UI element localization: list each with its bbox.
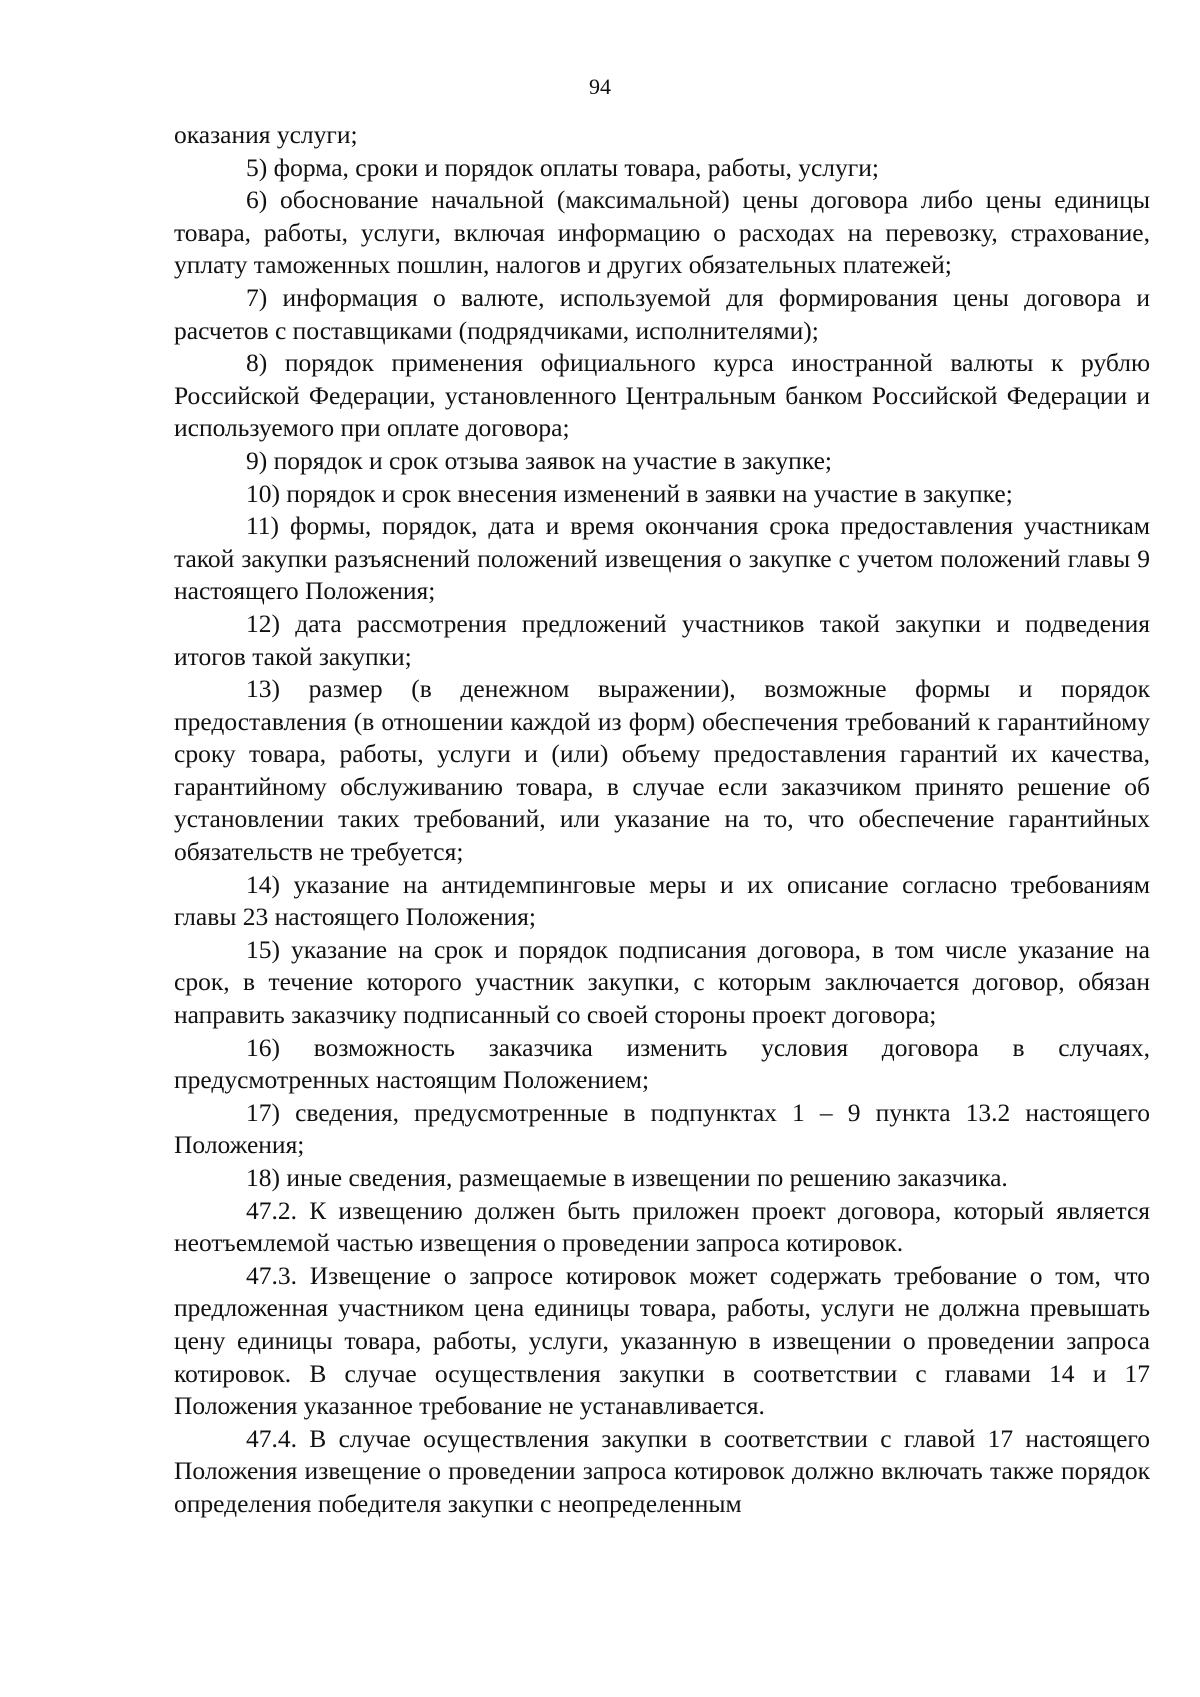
clause-47-3: 47.3. Извещение о запросе котировок может содержать требование о том, что предложенная участником цена единицы товара, работы, услуги не должна превышать цену единицы товара, работы, услуги, указанную в извещении о проведении запроса котировок. В случае осуществления закупки в соответствии с главами 14 и 17 Положения указанное требование не устанавливается. xyxy=(174,1260,1150,1421)
page-number: 94 xyxy=(589,74,611,99)
list-item-14: 14) указание на антидемпинговые меры и их описание согласно требованиям главы 23 настоящего Положения; xyxy=(174,869,1150,932)
list-item-9: 9) порядок и срок отзыва заявок на участие в закупке; xyxy=(246,445,832,475)
list-item-8: 8) порядок применения официального курса иностранной валюты к рублю Российской Федерации, установленного Центральным банком Российской Федерации и используемого при оплате договора; xyxy=(174,348,1150,443)
list-item-6: 6) обоснование начальной (максимальной) цены договора либо цены единицы товара, работы, услуги, включая информацию о расходах на перевозку, страхование, уплату таможенных пошлин, налогов и других обязательных платежей; xyxy=(174,185,1150,280)
list-item-16: 16) возможность заказчика изменить условия договора в случаях, предусмотренных настоящим Положением; xyxy=(174,1032,1150,1095)
list-item-7: 7) информация о валюте, используемой для формирования цены договора и расчетов с поставщиками (подрядчиками, исполнителями); xyxy=(174,282,1150,345)
clause-47-4: 47.4. В случае осуществления закупки в соответствии с главой 17 настоящего Положения извещение о проведении запроса котировок должно включать также порядок определения победителя закупки с неопределенным xyxy=(174,1423,1150,1518)
list-item-12: 12) дата рассмотрения предложений участников такой закупки и подведения итогов такой закупки; xyxy=(174,608,1150,671)
clause-47-2: 47.2. К извещению должен быть приложен проект договора, который является неотъемлемой частью извещения о проведении запроса котировок. xyxy=(174,1195,1150,1258)
list-item-18: 18) иные сведения, размещаемые в извещении по решению заказчика. xyxy=(246,1163,1008,1192)
document-body xyxy=(174,119,1150,1521)
list-item-11: 11) формы, порядок, дата и время окончания срока предоставления участникам такой закупки разъяснений положений извещения о закупке с учетом положений главы 9 настоящего Положения; xyxy=(174,511,1150,606)
list-item-13: 13) размер (в денежном выражении), возможные формы и порядок предоставления (в отношении каждой из форм) обеспечения требований к гарантийному сроку товара, работы, услуги и (или) объему предоставления гарантий их качества, гарантийному обслуживанию товара, в случае если заказчиком принято решение об установлении таких требований, или указание на то, что обеспечение гарантийных обязательств не требуется; xyxy=(174,674,1150,867)
list-item-17: 17) сведения, предусмотренные в подпунктах 1 – 9 пункта 13.2 настоящего Положения; xyxy=(174,1097,1150,1160)
paragraph-continuation: оказания услуги; xyxy=(174,120,358,149)
list-item-10: 10) порядок и срок внесения изменений в заявки на участие в закупке; xyxy=(246,478,1013,508)
list-item-5: 5) форма, сроки и порядок оплаты товара, работы, услуги; xyxy=(246,152,879,182)
list-item-15: 15) указание на срок и порядок подписания договора, в том числе указание на срок, в течение которого участник закупки, с которым заключается договор, обязан направить заказчику подписанный со своей стороны проект договора; xyxy=(174,934,1150,1030)
